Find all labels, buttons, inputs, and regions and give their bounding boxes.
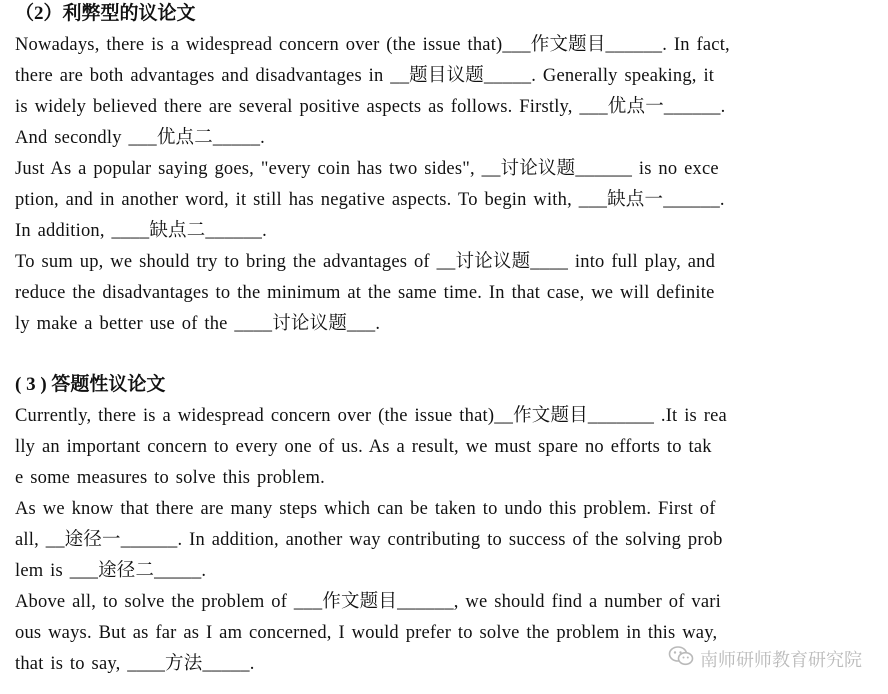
section-3-line-2: lly an important concern to every one of us. As a result, we must spare no efforts to tak <box>15 437 712 457</box>
section-2-line-2: there are both advantages and disadvantages in __题目议题_____. Generally speaking, it <box>15 66 715 86</box>
section-2-line-3: is widely believed there are several positive aspects as follows. Firstly, ___优点一______. <box>15 97 726 117</box>
section-3-line-3: e some measures to solve this problem. <box>15 468 325 488</box>
watermark-text: 南师研师教育研究院 <box>700 649 862 671</box>
watermark <box>668 645 862 672</box>
section-3-line-1: Currently, there is a widespread concern over (the issue that)__作文题目_______ .It is rea <box>15 406 727 426</box>
section-2-line-8: To sum up, we should try to bring the advantages of __讨论议题____ into full play, and <box>15 252 716 272</box>
wechat-icon <box>668 645 694 672</box>
section-3-line-5: all, __途径一______. In addition, another way contributing to success of the solving prob <box>15 530 723 550</box>
section-3-line-8: ous ways. But as far as I am concerned, I would prefer to solve the problem in this way, <box>15 623 718 643</box>
section-2-line-10: ly make a better use of the ____讨论议题___. <box>15 314 381 334</box>
section-2-line-5: Just As a popular saying goes, "every coin has two sides", __讨论议题______ is no exce <box>15 159 719 179</box>
section-2-line-9: reduce the disadvantages to the minimum at the same time. In that case, we will definite <box>15 283 715 303</box>
section-2-heading: （2）利弊型的议论文 <box>15 3 196 24</box>
section-3-line-4: As we know that there are many steps which can be taken to undo this problem. First of <box>15 499 716 519</box>
section-2-line-7: In addition, ____缺点二______. <box>15 221 267 241</box>
section-3-line-7: Above all, to solve the problem of ___作文题目______, we should find a number of vari <box>15 592 721 612</box>
section-3-line-6: lem is ___途径二_____. <box>15 561 207 581</box>
section-3-line-9: that is to say, ____方法_____. <box>15 654 255 674</box>
section-2-line-1: Nowadays, there is a widespread concern over (the issue that)___作文题目______. In fact, <box>15 35 730 55</box>
section-3-heading: ( 3 ) 答题性议论文 <box>15 374 166 395</box>
section-2-line-6: ption, and in another word, it still has negative aspects. To begin with, ___缺点一______. <box>15 190 725 210</box>
section-2-line-4: And secondly ___优点二_____. <box>15 128 265 148</box>
